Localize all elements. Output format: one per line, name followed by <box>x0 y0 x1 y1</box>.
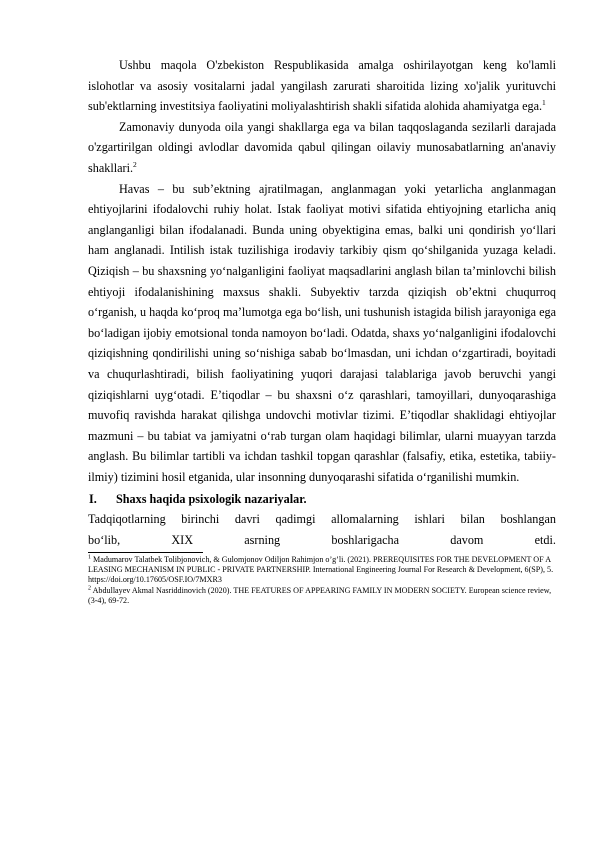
continuation-line-2 <box>88 530 556 551</box>
footnote-mark: 1 <box>88 553 91 560</box>
paragraph-text: Zamonaviy dunyoda oila yangi shakllarga ega va bilan taqqoslaganda sezilarli darajada o'zgartirilgan oldingi avlodlar davomida qabul qilingan oilaviy munosabatlarning an'anaviy shakllari. <box>88 119 556 175</box>
section-heading <box>89 489 556 509</box>
footnote-ref-1[interactable]: 1 <box>542 98 546 108</box>
word: asrning <box>244 533 281 548</box>
footnote-divider <box>88 552 203 553</box>
paragraph-motivation <box>88 179 556 488</box>
word: bo‘lib, <box>88 533 121 548</box>
footnote-text: Madumarov Talatbek Tolibjonovich, & Gulomjonov Odiljon Rahimjon o’g’li. (2021). PREREQUISITES FOR THE DEVELOPMENT OF A LEASING MECHANISM IN PUBLIC - PRIVATE PARTNERSHIP. International Engineering Journal For Research & Development, 6(SP), 5. https://doi.org/10.17605/OSF.IO/7MXR3 <box>88 554 554 585</box>
word: etdi. <box>534 533 556 548</box>
document-page <box>88 55 556 607</box>
footnote-2 <box>88 586 556 607</box>
footnote-text: Abdullayev Akmal Nasriddinovich (2020). THE FEATURES OF APPEARING FAMILY IN MODERN SOCIETY. European science review, (3-4), 69-72. <box>88 585 552 606</box>
paragraph-family <box>88 117 556 179</box>
word: boshlarigacha <box>331 533 400 548</box>
section-title: Shaxs haqida psixologik nazariyalar. <box>116 492 307 507</box>
footnote-mark: 2 <box>88 585 91 592</box>
word: davom <box>450 533 484 548</box>
paragraph-text: Ushbu maqola O'zbekiston Respublikasida amalga oshirilayotgan keng ko'lamli islohotlar va asosiy vositalarni jadal yangilash zarurati sharoitida lizing xo'jalik yurituvchi sub'ektlarning investitsiya faoliyatini moliyalashtirish shakli sifatida alohida ahamiyatga ega. <box>88 58 556 114</box>
section-number: I. <box>89 492 97 507</box>
word: XIX <box>171 533 194 548</box>
footnote-1 <box>88 555 556 586</box>
footnote-ref-2[interactable]: 2 <box>133 159 137 169</box>
paragraph-leasing <box>88 55 556 117</box>
continuation-line-1: Tadqiqotlarning birinchi davri qadimgi allomalarning ishlari bilan boshlangan <box>88 512 556 527</box>
paragraph-text: Havas – bu sub’ektning ajratilmagan, anglanmagan yoki yetarlicha anglanmagan ehtiyojlarini ifodalovchi ruhiy holat. Istak faoliyat motivi sifatida ehtiyojning etarlicha aniq anglanganligi bilan ifodalanadi. Bunda uning obyektigina emas, balki uni qondirish yo‘llari ham anglanadi. Intilish istak tuzilishiga irodaviy tarkibiy qism qo‘shilganida yuzaga keladi. Qiziqish – bu shaxsning yo‘nalganligini faoliyat maqsadlarini anglash bilan ta’minlovchi bilish ehtiyoji ifodalanishining maxsus shakli. Subyektiv tarzda qiziqish ob’ektni chuqurroq o‘rganish, u haqda ko‘proq ma’lumotga ega bo‘lish, uni tushunish istagida bilish jarayoniga ega bo‘ladigan ijobiy emotsional tonda namoyon bo‘ladi. Odatda, shaxs yo‘nalganligini ifodalovchi qiziqishning qondirilishi uning so‘nishiga sabab bo‘lmasdan, uni ichdan o‘zgartiradi, boyitadi va chuqurlashtiradi, bilish faoliyatining yuqori darajasi talablariga javob beruvchi yangi qiziqishlarni uyg‘otadi. E’tiqodlar – bu shaxsni o‘z qarashlari, tamoyillari, dunyoqarashiga muvofiq ravishda harakat qilishga undovchi motivlar tizimi. E’tiqodlar shaklidagi ehtiyojlar mazmuni – bu tabiat va jamiyatni o‘rab turgan olam haqidagi bilimlar, ularni muayyan tarzda anglash. Bu bilimlar tartibli va ichdan tashkil topgan qarashlar (falsafiy, etika, estetika, tabiiy-ilmiy) tizimini hosil etganida, ular insonning dunyoqarashi sifatida o‘rganilishi mumkin. <box>88 181 556 484</box>
